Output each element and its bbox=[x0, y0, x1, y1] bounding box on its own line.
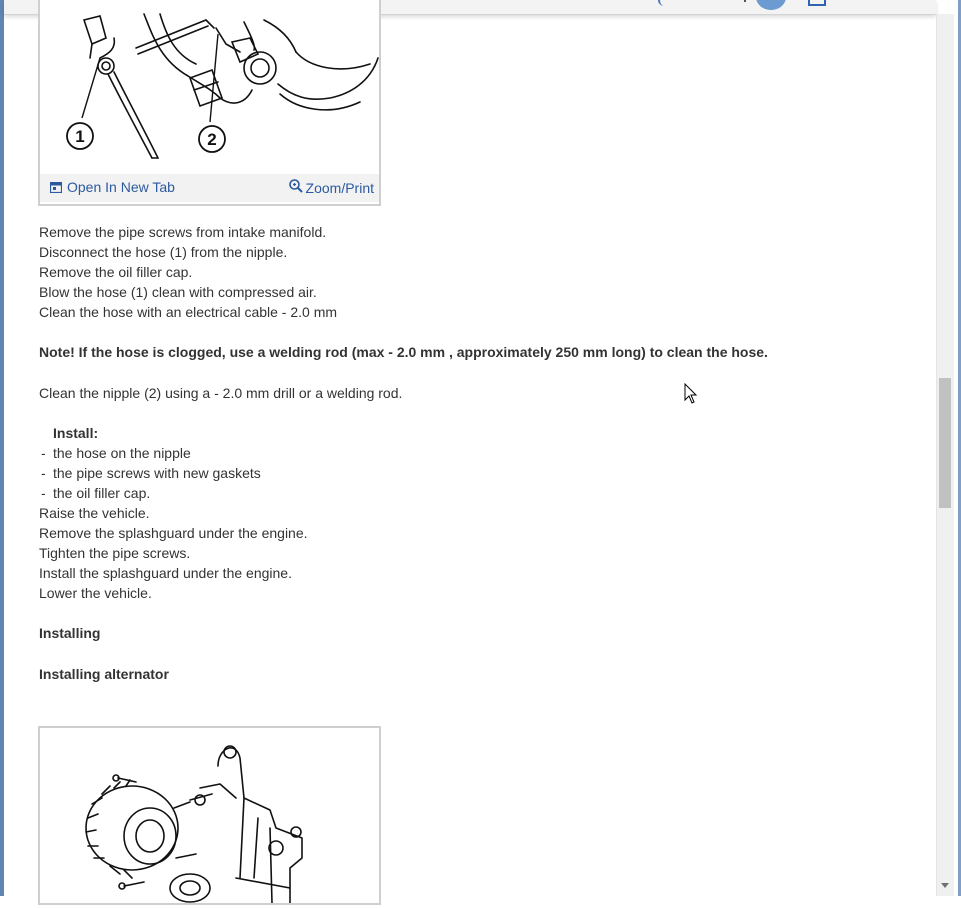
mouse-cursor-icon bbox=[684, 383, 698, 405]
open-in-new-tab-label: Open In New Tab bbox=[67, 179, 175, 195]
procedure-content bbox=[39, 222, 919, 684]
open-in-new-tab-icon bbox=[50, 182, 62, 193]
callout-1 bbox=[67, 123, 93, 149]
window-border-left bbox=[0, 0, 4, 896]
install-item-text: the oil filler cap. bbox=[53, 485, 151, 501]
step-install-splashguard: Install the splashguard under the engine. bbox=[39, 565, 292, 581]
step-blow-hose: Blow the hose (1) clean with compressed air. bbox=[39, 284, 317, 300]
open-in-new-tab-link[interactable] bbox=[50, 179, 175, 195]
callout-2 bbox=[199, 126, 225, 152]
scrollbar-thumb[interactable] bbox=[939, 378, 951, 508]
figure-pcv-hose bbox=[38, 0, 381, 206]
toolbar-separator bbox=[744, 0, 746, 2]
step-remove-pipe-screws: Remove the pipe screws from intake manifold. bbox=[39, 224, 327, 240]
step-clean-hose: Clean the hose with an electrical cable - 2.0 mm bbox=[39, 304, 338, 320]
step-disconnect-hose: Disconnect the hose (1) from the nipple. bbox=[39, 244, 288, 260]
figure-alternator bbox=[38, 726, 381, 905]
magnifier-icon bbox=[289, 179, 303, 193]
section-heading-installing: Installing bbox=[39, 625, 101, 641]
step-clean-nipple: Clean the nipple (2) using a - 2.0 mm drill or a welding rod. bbox=[39, 385, 403, 401]
step-raise-vehicle: Raise the vehicle. bbox=[39, 505, 150, 521]
step-remove-filler-cap: Remove the oil filler cap. bbox=[39, 264, 193, 280]
add-to-collection-icon[interactable] bbox=[808, 0, 826, 6]
install-item-text: the hose on the nipple bbox=[53, 445, 191, 461]
alternator-illustration bbox=[40, 728, 379, 903]
zoom-print-link[interactable] bbox=[289, 179, 374, 196]
install-item bbox=[39, 463, 919, 483]
avatar[interactable] bbox=[756, 0, 786, 10]
install-item bbox=[39, 483, 919, 503]
list-dash: - bbox=[41, 465, 46, 481]
install-item-text: the pipe screws with new gaskets bbox=[53, 465, 261, 481]
install-item bbox=[39, 443, 919, 463]
step-tighten-pipe-screws: Tighten the pipe screws. bbox=[39, 545, 191, 561]
back-icon[interactable] bbox=[658, 0, 672, 6]
svg-text:1: 1 bbox=[75, 127, 85, 146]
pcv-hose-illustration bbox=[40, 0, 379, 174]
section-heading-installing-alternator: Installing alternator bbox=[39, 666, 169, 682]
figure-actions-bar bbox=[40, 174, 379, 202]
list-dash: - bbox=[41, 485, 46, 501]
install-heading: Install: bbox=[53, 425, 99, 441]
svg-text:2: 2 bbox=[207, 130, 217, 149]
vertical-scrollbar[interactable] bbox=[936, 14, 954, 896]
step-lower-vehicle: Lower the vehicle. bbox=[39, 585, 152, 601]
list-dash: - bbox=[41, 445, 46, 461]
step-remove-splashguard: Remove the splashguard under the engine. bbox=[39, 525, 308, 541]
zoom-print-label: Zoom/Print bbox=[305, 180, 374, 196]
scroll-down-arrow-icon[interactable] bbox=[941, 883, 949, 888]
note-clogged-hose: Note! If the hose is clogged, use a welding rod (max - 2.0 mm , approximately 250 mm long) to clean the hose. bbox=[39, 344, 768, 360]
